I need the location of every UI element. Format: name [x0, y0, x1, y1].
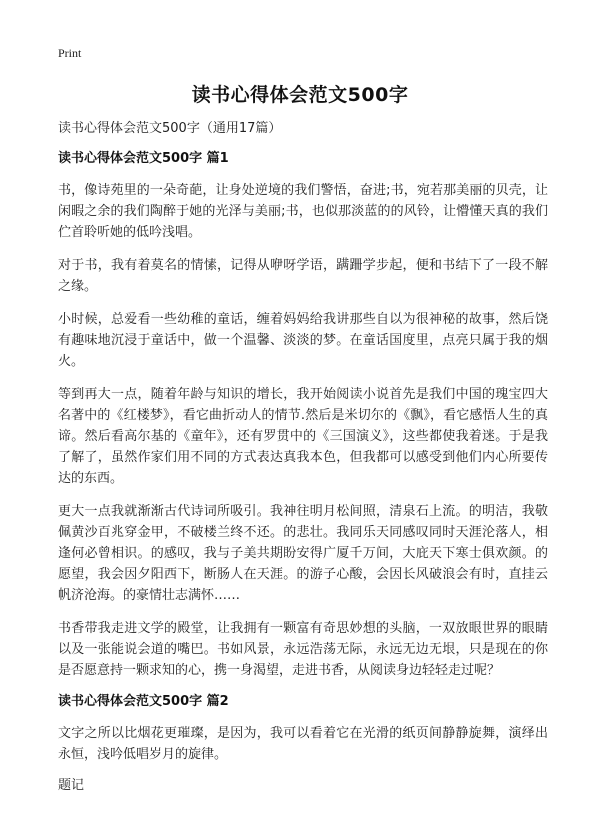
section-heading-2: 读书心得体会范文500字 篇2 — [58, 694, 229, 709]
paragraph: 文字之所以比烟花更璀璨，是因为，我可以看着它在光滑的纸页间静静旋舞，演绎出永恒，浅吟低唱岁月的旋律。 — [58, 726, 548, 762]
paragraph: 小时候，总爱看一些幼稚的童话，缠着妈妈给我讲那些自以为很神秘的故事，然后饶有趣味地沉浸于童话中，做一个温馨、淡淡的梦。在童话国度里，点亮只属于我的烟火。 — [58, 312, 548, 369]
paragraph: 对于书，我有着莫名的情愫，记得从咿呀学语，蹒跚学步起，便和书结下了一段不解之缘。 — [58, 258, 548, 294]
paragraph: 等到再大一点，随着年龄与知识的增长，我开始阅读小说首先是我们中国的瑰宝四大名著中的《红楼梦》，看它曲折动人的情节.然后是米切尔的《飘》，看它感悟人生的真谛。然后看高尔基的《童年》，还有罗贯中的《三国演义》，这些都使我着迷。于是我了解了，虽然作家们用不同的方式表达真我本色，但我都可以感受到他们内心所要传达的东西。 — [58, 387, 548, 486]
page-title: 读书心得体会范文500字 — [191, 84, 409, 106]
epigraph-label: 题记 — [58, 778, 85, 793]
paragraph: 书香带我走进文学的殿堂，让我拥有一颗富有奇思妙想的头脑，一双放眼世界的眼睛以及一张能说会道的嘴巴。书如风景，永远浩荡无际，永远无边无垠，只是现在的你是否愿意持一颗求知的心，携一身渴望，走进书香，从阅读身边轻轻走过呢？ — [58, 621, 548, 678]
print-label: Print — [58, 46, 82, 60]
document-body — [58, 120, 548, 795]
document-subtitle: 读书心得体会范文500字（通用17篇） — [58, 121, 282, 136]
section-heading-1: 读书心得体会范文500字 篇1 — [58, 151, 229, 166]
paragraph: 更大一点我就渐渐古代诗词所吸引。我神往明月松间照，清泉石上流。的明洁，我敬佩黄沙百兆穿金甲，不破楼兰终不还。的悲壮。我同乐天同感叹同时天涯沦落人，相逢何必曾相识。的感叹，我与子美共期盼安得广厦千万间，大庇天下寒士俱欢颜。的愿望，我会因夕阳西下，断肠人在天涯。的游子心酸，会因长风破浪会有时，直挂云帆济沧海。的豪情壮志满怀…… — [58, 504, 548, 603]
paragraph: 书，像诗苑里的一朵奇葩，让身处逆境的我们警悟，奋进;书，宛若那美丽的贝壳，让闲暇之余的我们陶醉于她的光泽与美丽;书，也似那淡蓝的的风铃，让懵懂天真的我们伫首聆听她的低吟浅唱。 — [58, 183, 548, 240]
